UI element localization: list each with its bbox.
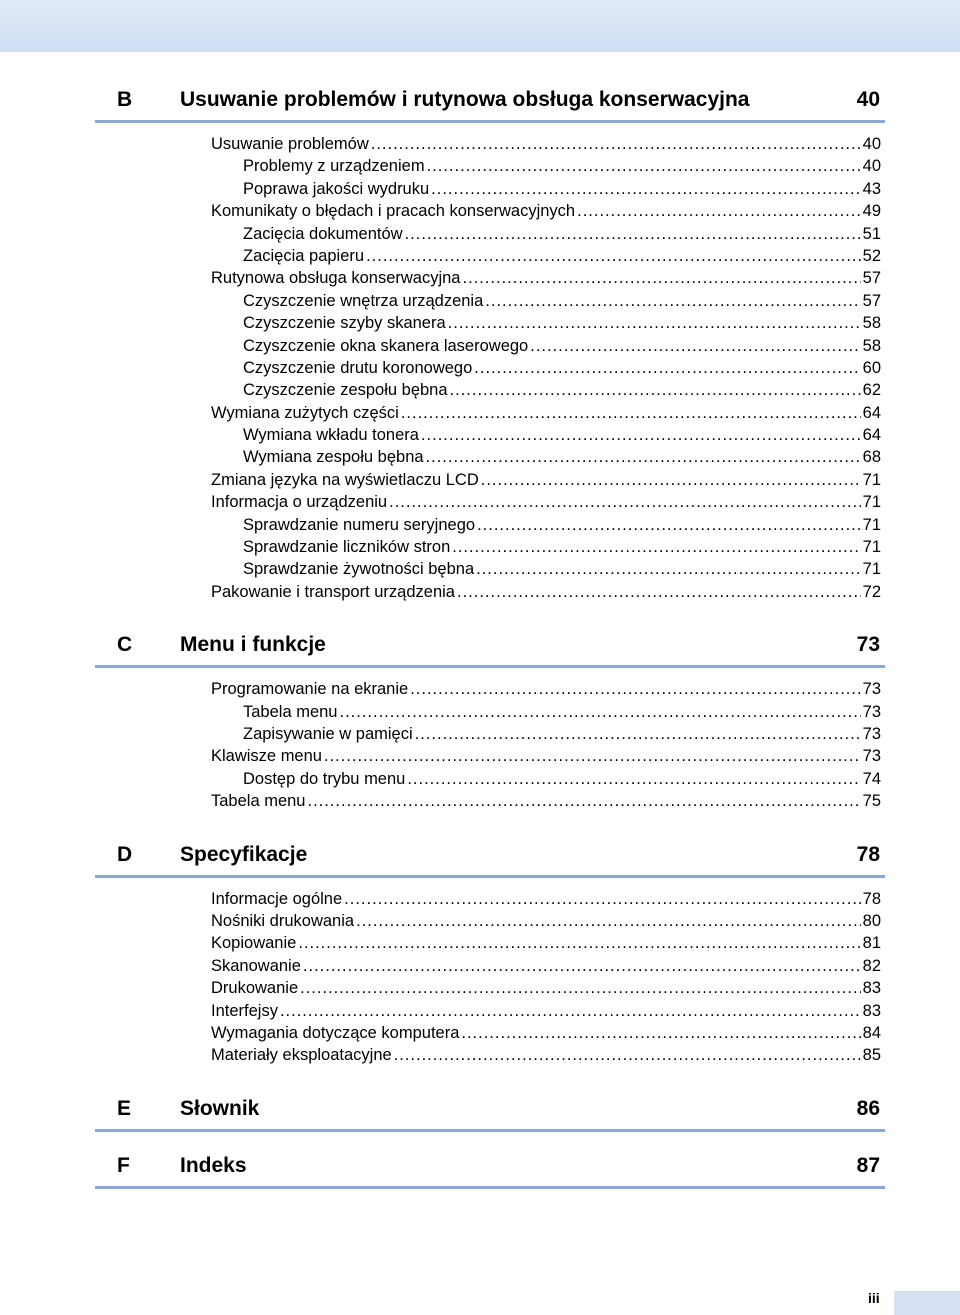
toc-entry[interactable]: [211, 133, 881, 155]
toc-entry-page: 73: [862, 702, 881, 721]
chapter-page-number: 86: [856, 1096, 880, 1120]
dot-leader: [426, 446, 861, 468]
toc-entry-title: Skanowanie: [211, 956, 301, 975]
toc-entry-page: 83: [862, 979, 881, 998]
toc-chapter: [0, 86, 960, 631]
toc-entry-title: Wymiana zużytych części: [211, 403, 399, 422]
chapter-letter: B: [117, 88, 133, 111]
toc-chapter: [0, 841, 960, 1095]
toc-entry-page: 71: [862, 560, 881, 579]
dot-leader: [415, 723, 861, 745]
toc-entry-page: 81: [862, 934, 881, 953]
toc-entry[interactable]: [243, 536, 881, 558]
dot-leader: [407, 768, 860, 790]
toc-entry-page: 82: [862, 956, 881, 975]
toc-entry-title: Wymiana wkładu tonera: [243, 426, 419, 445]
toc-chapter: [0, 631, 960, 840]
toc-entry-title: Rutynowa obsługa konserwacyjna: [211, 269, 461, 288]
toc-entry-title: Materiały eksploatacyjne: [211, 1046, 392, 1065]
toc-entry-page: 40: [862, 135, 881, 153]
toc-entry[interactable]: [211, 402, 881, 424]
chapter-heading[interactable]: [95, 631, 885, 668]
toc-entry-page: 58: [862, 336, 881, 355]
toc-entry-page: 83: [862, 1001, 881, 1020]
chapter-letter: E: [117, 1096, 132, 1120]
chapter-title: Usuwanie problemów i rutynowa obsługa konserwacyjna: [180, 88, 750, 111]
dot-leader: [452, 536, 860, 558]
toc-entry[interactable]: [211, 790, 881, 812]
chapter-spacer: [0, 813, 960, 841]
footer-tab: [894, 1291, 960, 1315]
toc-entry-title: Zacięcia dokumentów: [243, 224, 403, 243]
dot-leader: [461, 1022, 860, 1044]
toc-entry-page: 80: [862, 911, 881, 930]
toc-entry[interactable]: [211, 932, 881, 954]
toc-entry-page: 73: [862, 724, 881, 743]
toc-entry-title: Komunikaty o błędach i pracach konserwacyjnych: [211, 202, 576, 221]
toc-entry-page: 72: [862, 582, 881, 601]
toc-entry-title: Zapisywanie w pamięci: [243, 724, 413, 743]
toc-entry[interactable]: [211, 1044, 881, 1066]
toc-entry-list: [0, 678, 960, 812]
chapter-page-number: 78: [856, 842, 880, 866]
toc-entry[interactable]: [243, 357, 881, 379]
dot-leader: [389, 491, 861, 513]
toc-entry[interactable]: [211, 745, 881, 767]
dot-leader: [485, 290, 860, 312]
toc-entry-title: Czyszczenie drutu koronowego: [243, 358, 473, 377]
toc-entry-page: 49: [862, 202, 881, 221]
dot-leader: [410, 678, 860, 700]
toc-entry-list: [0, 133, 960, 603]
toc-entry-list: [0, 888, 960, 1067]
chapter-spacer: [0, 603, 960, 631]
dot-leader: [427, 155, 861, 177]
toc-entry-page: 73: [862, 747, 881, 766]
toc-entry[interactable]: [211, 678, 881, 700]
toc-entry[interactable]: [211, 1000, 881, 1022]
toc-entry-title: Sprawdzanie liczników stron: [243, 538, 451, 557]
dot-leader: [300, 977, 861, 999]
toc-entry-title: Drukowanie: [211, 979, 299, 998]
dot-leader: [450, 379, 861, 401]
toc-entry-title: Klawisze menu: [211, 747, 322, 766]
toc-entry-page: 57: [862, 269, 881, 288]
chapter-spacer: [0, 1067, 960, 1095]
chapter-letter: C: [117, 633, 133, 657]
chapter-page-number: 87: [856, 1153, 880, 1177]
toc-entry-title: Informacja o urządzeniu: [211, 493, 388, 512]
toc-entry[interactable]: [243, 155, 881, 177]
toc-entry[interactable]: [243, 446, 881, 468]
toc-entry-page: 75: [862, 792, 881, 811]
toc-entry[interactable]: [243, 223, 881, 245]
dot-leader: [298, 932, 860, 954]
chapter-spacer: [0, 1132, 960, 1152]
toc-entry-title: Wymiana zespołu bębna: [243, 448, 424, 467]
chapter-heading[interactable]: [95, 86, 885, 123]
toc-entry-title: Problemy z urządzeniem: [243, 157, 425, 176]
dot-leader: [356, 910, 861, 932]
dot-leader: [344, 888, 860, 910]
toc-entry-page: 68: [862, 448, 881, 467]
toc-chapter: [0, 1095, 960, 1152]
toc-entry-page: 71: [862, 493, 881, 512]
toc-entry[interactable]: [211, 267, 881, 289]
chapter-letter: D: [117, 842, 133, 866]
toc-entry[interactable]: [211, 977, 881, 999]
dot-leader: [339, 701, 860, 723]
toc-entry[interactable]: [243, 558, 881, 580]
toc-entry-title: Tabela menu: [211, 792, 306, 811]
toc-entry[interactable]: [211, 955, 881, 977]
dot-leader: [462, 267, 860, 289]
toc-entry[interactable]: [211, 491, 881, 513]
toc-entry-title: Czyszczenie okna skanera laserowego: [243, 336, 529, 355]
toc-entry-page: 64: [862, 426, 881, 445]
page-number: iii: [868, 1290, 880, 1306]
dot-leader: [401, 402, 861, 424]
dot-leader: [307, 790, 860, 812]
chapter-page-number: 73: [856, 633, 880, 657]
toc-entry-title: Wymagania dotyczące komputera: [211, 1023, 460, 1042]
dot-leader: [530, 335, 860, 357]
toc-entry[interactable]: [211, 469, 881, 491]
toc-entry-page: 58: [862, 314, 881, 333]
toc-entry[interactable]: [243, 379, 881, 401]
toc-entry-title: Dostęp do trybu menu: [243, 769, 406, 788]
table-of-contents: [0, 86, 960, 1189]
dot-leader: [280, 1000, 861, 1022]
toc-entry[interactable]: [243, 178, 881, 200]
chapter-title: Słownik: [180, 1096, 260, 1120]
toc-entry-page: 51: [862, 224, 881, 243]
chapter-page-number: 40: [856, 88, 880, 111]
dot-leader: [394, 1044, 861, 1066]
toc-entry-page: 78: [862, 889, 881, 908]
toc-entry-title: Poprawa jakości wydruku: [243, 179, 430, 198]
toc-entry-title: Nośniki drukowania: [211, 911, 355, 930]
dot-leader: [474, 357, 860, 379]
dot-leader: [371, 133, 861, 155]
header-band: [0, 0, 960, 52]
toc-chapter: [0, 1152, 960, 1189]
dot-leader: [477, 514, 861, 536]
toc-entry[interactable]: [211, 1022, 881, 1044]
chapter-heading[interactable]: [95, 841, 885, 878]
chapter-heading[interactable]: [95, 1095, 885, 1132]
toc-entry-title: Programowanie na ekranie: [211, 680, 409, 699]
toc-entry-title: Sprawdzanie numeru seryjnego: [243, 515, 476, 534]
chapter-title: Indeks: [180, 1153, 247, 1177]
toc-entry-title: Tabela menu: [243, 702, 338, 721]
toc-entry-title: Pakowanie i transport urządzenia: [211, 582, 455, 601]
toc-entry[interactable]: [243, 424, 881, 446]
dot-leader: [405, 223, 861, 245]
toc-entry-page: 52: [862, 246, 881, 265]
toc-entry[interactable]: [243, 335, 881, 357]
dot-leader: [577, 200, 861, 222]
dot-leader: [448, 312, 861, 334]
toc-entry-page: 43: [862, 179, 881, 198]
dot-leader: [457, 581, 861, 603]
toc-entry-title: Zmiana języka na wyświetlaczu LCD: [211, 470, 479, 489]
toc-entry-title: Czyszczenie szyby skanera: [243, 314, 446, 333]
dot-leader: [476, 558, 861, 580]
dot-leader: [303, 955, 861, 977]
toc-entry-page: 73: [862, 680, 881, 699]
toc-entry-title: Zacięcia papieru: [243, 246, 365, 265]
toc-entry-title: Interfejsy: [211, 1001, 278, 1020]
toc-entry-page: 71: [862, 470, 881, 489]
toc-entry-title: Informacje ogólne: [211, 889, 343, 908]
toc-entry[interactable]: [243, 245, 881, 267]
toc-entry-page: 62: [862, 381, 881, 400]
toc-entry-title: Czyszczenie zespołu bębna: [243, 381, 448, 400]
toc-entry-title: Kopiowanie: [211, 934, 297, 953]
toc-entry-title: Usuwanie problemów: [211, 135, 369, 153]
chapter-heading[interactable]: [95, 1152, 885, 1189]
toc-entry-page: 85: [862, 1046, 881, 1065]
chapter-letter: F: [117, 1153, 130, 1177]
toc-entry[interactable]: [211, 581, 881, 603]
dot-leader: [481, 469, 861, 491]
dot-leader: [366, 245, 861, 267]
toc-entry-page: 71: [862, 515, 881, 534]
toc-entry-page: 64: [862, 403, 881, 422]
toc-entry-page: 71: [862, 538, 881, 557]
toc-entry-title: Czyszczenie wnętrza urządzenia: [243, 291, 484, 310]
toc-entry[interactable]: [243, 768, 881, 790]
toc-entry[interactable]: [243, 312, 881, 334]
toc-entry[interactable]: [211, 200, 881, 222]
toc-entry[interactable]: [243, 701, 881, 723]
toc-entry-page: 60: [862, 358, 881, 377]
toc-entry-page: 74: [862, 769, 881, 788]
toc-entry-title: Sprawdzanie żywotności bębna: [243, 560, 475, 579]
chapter-title: Specyfikacje: [180, 842, 308, 866]
toc-entry-page: 57: [862, 291, 881, 310]
toc-entry[interactable]: [243, 290, 881, 312]
dot-leader: [431, 178, 860, 200]
dot-leader: [324, 745, 861, 767]
toc-entry[interactable]: [211, 910, 881, 932]
toc-entry[interactable]: [243, 723, 881, 745]
chapter-title: Menu i funkcje: [180, 633, 326, 657]
toc-entry-page: 40: [862, 157, 881, 176]
dot-leader: [421, 424, 861, 446]
toc-entry[interactable]: [211, 888, 881, 910]
toc-entry-page: 84: [862, 1023, 881, 1042]
toc-entry[interactable]: [243, 514, 881, 536]
